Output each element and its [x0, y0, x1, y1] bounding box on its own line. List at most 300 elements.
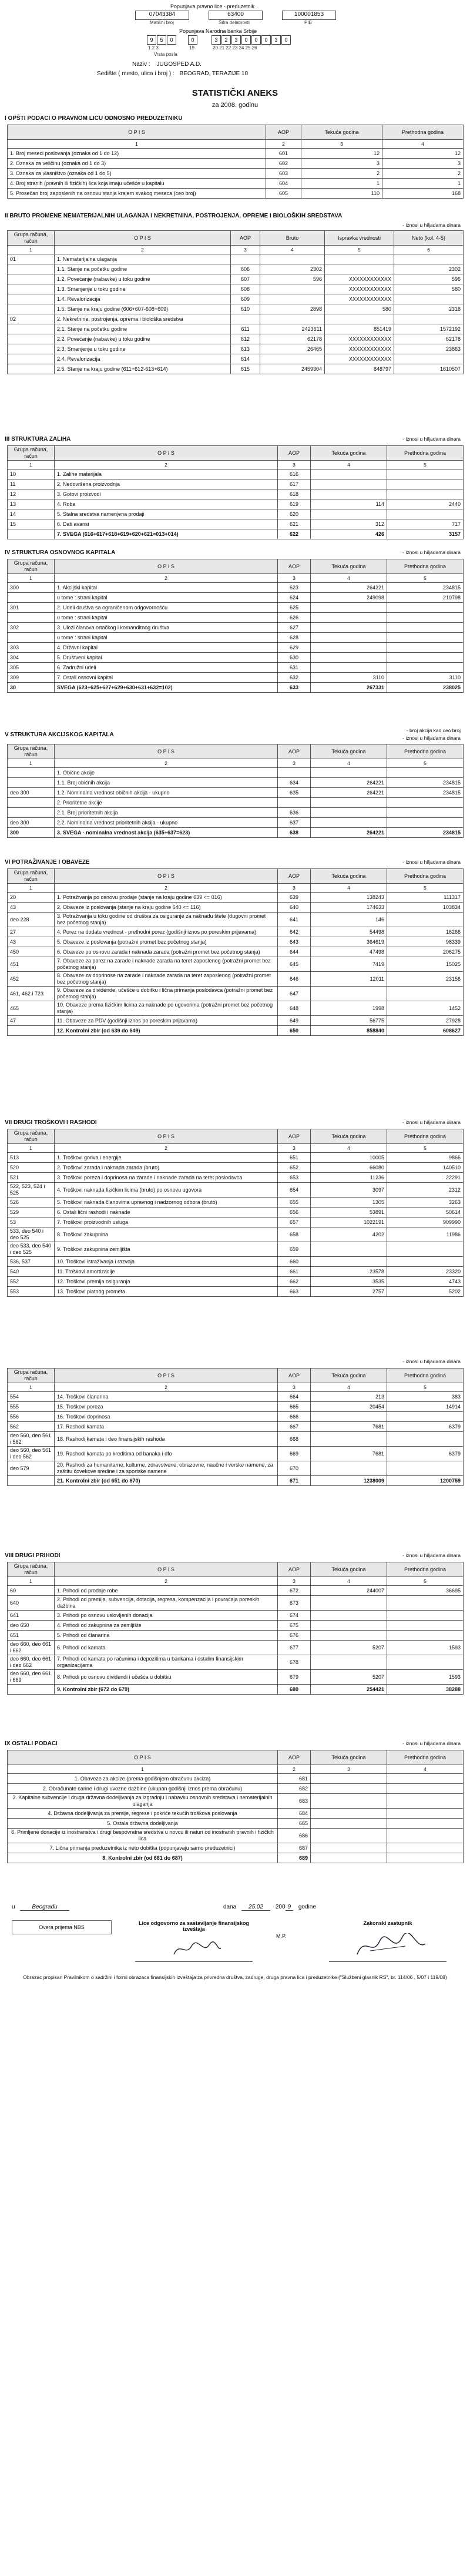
aop-cell: 604	[266, 179, 301, 189]
date-row	[223, 1904, 316, 1910]
table-row	[8, 1242, 464, 1257]
value-cell: XXXXXXXXXXXX	[325, 294, 394, 304]
description-cell: 533, deo 540 i deo 525	[8, 1227, 55, 1242]
description-cell: 536, 537	[8, 1257, 55, 1267]
description-cell: 1. Akcijski kapital	[55, 583, 278, 593]
description-cell: 5. Prosečan broj zaposlenih na osnovu stanja krajem svakog meseca (ceo broj)	[8, 189, 266, 199]
description-cell: 521	[8, 1173, 55, 1183]
description-cell: 2. Oznaka za veličinu (oznaka od 1 do 3)	[8, 159, 266, 169]
value-cell	[260, 284, 325, 294]
column-header: O P I S	[55, 1562, 278, 1577]
value-cell: 2318	[394, 304, 464, 314]
value-cell: 53891	[311, 1208, 387, 1217]
column-header: Grupa računa, račun	[8, 869, 55, 884]
description-cell: 8. Troškovi zakupnina	[55, 1227, 278, 1242]
value-cell: 858840	[311, 1026, 387, 1036]
description-cell: 450	[8, 947, 55, 957]
description-cell: 43	[8, 937, 55, 947]
column-number: 2	[55, 1577, 278, 1586]
description-cell	[8, 264, 55, 274]
column-number-row	[8, 759, 464, 768]
aop-cell: 647	[278, 987, 311, 1001]
description-cell: 300	[8, 828, 55, 838]
section-3-note: - iznosi u hiljadama dinara	[402, 436, 461, 442]
value-cell: 426	[311, 529, 387, 539]
value-cell	[311, 1784, 387, 1794]
admin-label: Popunjava pravno lice - preduzetnik	[170, 4, 255, 9]
section-7-table-b	[7, 1368, 464, 1486]
section-9-note: - iznosi u hiljadama dinara	[402, 1740, 461, 1746]
aop-cell: 2. Obračunate carine i drugi uvozne dažbine (ukupan godišnji iznos prema obračunu)	[8, 1784, 278, 1794]
aop-cell: 660	[278, 1257, 311, 1267]
aop-cell: 680	[278, 1685, 311, 1695]
description-cell: 4. Roba	[55, 499, 278, 509]
description-cell: 452	[8, 972, 55, 987]
section-2-note: - iznosi u hiljadama dinara	[402, 222, 461, 228]
value-cell	[387, 818, 464, 828]
description-cell: 16. Troškovi doprinosa	[55, 1412, 278, 1422]
column-header: Prethodna godina	[387, 869, 464, 884]
description-cell: 12. Kontrolni zbir (od 639 do 649)	[55, 1026, 278, 1036]
description-cell: 5. Stalna sredstva namenjena prodaji	[55, 509, 278, 519]
sifra-delatnosti-caption: Šifra delatnosti	[219, 20, 250, 25]
value-cell	[311, 633, 387, 643]
value-cell: 580	[325, 304, 394, 314]
nbs-receipt-box: Overa prijema NBS	[12, 1920, 112, 1934]
column-header: O P I S	[55, 1368, 278, 1383]
value-cell	[387, 1853, 464, 1863]
description-cell: 305	[8, 663, 55, 673]
table-row	[8, 1447, 464, 1461]
form-disclaimer: Obrazac propisan Pravilnikom o sadržini i formi obrazaca finansijskih izveštaja za privredna društva, zadruge, druga pravna lica i preduzetnike ("Službeni glasnik RS", br. 114/06 , 5/07 i 119/08)	[23, 1974, 447, 1980]
value-cell: 267331	[311, 683, 387, 693]
year-suffix: godine	[298, 1904, 316, 1910]
value-cell: 312	[311, 519, 387, 529]
column-header: AOP	[266, 125, 301, 140]
value-cell: 111317	[387, 893, 464, 903]
column-header: Tekuća godina	[311, 559, 387, 574]
table-row	[8, 304, 464, 314]
aop-cell: 607	[231, 274, 260, 284]
table-row	[8, 1016, 464, 1026]
value-cell	[311, 479, 387, 489]
description-cell: 9. Obaveze za dividende, učešće u dobitku i lična primanja poslodavca (potražni promet bez početnog stanja)	[55, 987, 278, 1001]
table-row	[8, 1774, 464, 1784]
value-cell	[311, 613, 387, 623]
table-row	[8, 1217, 464, 1227]
description-cell: 555	[8, 1402, 55, 1412]
aop-cell: 615	[231, 364, 260, 374]
value-cell: 2459304	[260, 364, 325, 374]
column-number: 5	[387, 1144, 464, 1153]
value-cell: 146	[311, 913, 387, 927]
description-cell: deo 660, deo 661 i 662	[8, 1641, 55, 1655]
value-cell: 1200759	[387, 1476, 464, 1486]
value-cell	[387, 1794, 464, 1809]
column-number: 5	[387, 1577, 464, 1586]
column-number-row	[8, 884, 464, 893]
value-cell: 36695	[387, 1586, 464, 1596]
description-cell: 2.4. Revalorizacija	[55, 354, 231, 364]
value-cell	[311, 1631, 387, 1641]
value-cell	[311, 1843, 387, 1853]
value-cell	[311, 808, 387, 818]
description-cell: 4. Troškovi naknada fizičkim licima (bruto) po osnovu ugovora	[55, 1183, 278, 1198]
section-4-table	[7, 559, 464, 693]
value-cell	[311, 1809, 387, 1819]
column-number: 4	[311, 1144, 387, 1153]
description-cell: 27	[8, 927, 55, 937]
date-label: dana	[223, 1904, 237, 1910]
value-cell: 3110	[387, 673, 464, 683]
aop-cell: 661	[278, 1267, 311, 1277]
aop-cell: 669	[278, 1447, 311, 1461]
description-cell: 520	[8, 1163, 55, 1173]
table-row	[8, 364, 464, 374]
aop-cell: 668	[278, 1432, 311, 1447]
description-cell: 2.1. Stanje na početku godine	[55, 324, 231, 334]
table-row	[8, 1412, 464, 1422]
description-cell: 7. Obaveze za porez na zarade i naknade zarada na teret zaposlenog (potražni promet bez početnog stanja)	[55, 957, 278, 972]
aop-cell: 638	[278, 828, 311, 838]
column-number: 1	[8, 574, 55, 583]
aop-cell: 643	[278, 937, 311, 947]
column-number: 3	[278, 461, 311, 469]
value-cell	[394, 254, 464, 264]
description-cell: 556	[8, 1412, 55, 1422]
value-cell	[311, 1621, 387, 1631]
value-cell	[387, 633, 464, 643]
column-number: 4	[311, 461, 387, 469]
aop-cell: 606	[231, 264, 260, 274]
description-cell: SVEGA (623+625+627+629+630+631+632=102)	[55, 683, 278, 693]
description-cell: 4. Državni kapital	[55, 643, 278, 653]
value-cell	[311, 643, 387, 653]
value-cell: 264221	[311, 788, 387, 798]
description-cell	[8, 274, 55, 284]
value-cell: 114	[311, 499, 387, 509]
maticni-broj-field: 07043384	[135, 11, 189, 20]
column-number: 2	[55, 759, 278, 768]
description-cell	[8, 334, 55, 344]
description-cell: 554	[8, 1392, 55, 1402]
sediste-label: Sedište ( mesto, ulica i broj ) :	[97, 71, 174, 77]
description-cell: 1. Troškovi goriva i energije	[55, 1153, 278, 1163]
column-number-row	[8, 1383, 464, 1392]
column-header: AOP	[278, 1750, 311, 1765]
table-row	[8, 903, 464, 913]
table-row	[8, 633, 464, 643]
value-cell: 26465	[260, 344, 325, 354]
value-cell	[387, 1461, 464, 1476]
value-cell: 11986	[387, 1227, 464, 1242]
aop-cell: 635	[278, 788, 311, 798]
table-header-row	[8, 1750, 464, 1765]
value-cell	[387, 913, 464, 927]
section-3-title: III STRUKTURA ZALIHA	[5, 436, 71, 442]
description-cell: 302	[8, 623, 55, 633]
value-cell: 9866	[387, 1153, 464, 1163]
aop-cell: 672	[278, 1586, 311, 1596]
aop-cell: 613	[231, 344, 260, 354]
description-cell: 3. Potraživanja u toku godine od društva za osiguranje za naknadu štete (dugovni promet bez početnog stanja)	[55, 913, 278, 927]
table-row	[8, 778, 464, 788]
responsible-person-label: Lice odgovorno za sastavljanje finansijskog izveštaja	[138, 1920, 250, 1932]
value-cell: 12011	[311, 972, 387, 987]
table-row	[8, 519, 464, 529]
value-cell: 4743	[387, 1277, 464, 1287]
description-cell: 1. Zalihe materijala	[55, 469, 278, 479]
column-header: O P I S	[55, 1129, 278, 1144]
description-cell: 2. Nedovršena proizvodnja	[55, 479, 278, 489]
column-header: Prethodna godina	[387, 1750, 464, 1765]
column-number-row	[8, 574, 464, 583]
description-cell: 18. Rashodi kamata i deo finansijskih rashoda	[55, 1432, 278, 1447]
value-cell: XXXXXXXXXXXX	[325, 334, 394, 344]
aop-cell: 662	[278, 1277, 311, 1287]
column-header: Grupa računa, račun	[8, 231, 55, 246]
value-cell: 22291	[387, 1173, 464, 1183]
description-cell: 01	[8, 254, 55, 264]
section-6-title: VI POTRAŽIVANJE I OBAVEZE	[5, 859, 90, 866]
section-3-table	[7, 445, 464, 539]
description-cell	[8, 344, 55, 354]
table-row	[8, 1001, 464, 1016]
description-cell: 2. Obaveze iz poslovanja (stanje na kraju godine 640 <= 116)	[55, 903, 278, 913]
value-cell	[387, 509, 464, 519]
description-cell: 14	[8, 509, 55, 519]
section-7-note: - iznosi u hiljadama dinara	[402, 1119, 461, 1125]
table-row	[8, 334, 464, 344]
description-cell	[8, 1026, 55, 1036]
description-cell: 11. Troškovi amortizacije	[55, 1267, 278, 1277]
description-cell: 562	[8, 1422, 55, 1432]
value-cell: 580	[394, 284, 464, 294]
value-cell: 16266	[387, 927, 464, 937]
column-number: 2	[55, 246, 231, 254]
description-cell: 1.2. Nominalna vrednost običnih akcija - ukupno	[55, 788, 278, 798]
aop-cell: 637	[278, 818, 311, 828]
table-row	[8, 1198, 464, 1208]
value-cell: 851419	[325, 324, 394, 334]
column-number-row	[8, 140, 464, 149]
legal-rep-signature	[352, 1933, 429, 1959]
digit: 2	[221, 35, 231, 45]
description-cell: 6. Prihodi od kamata	[55, 1641, 278, 1655]
value-cell: 12	[382, 149, 464, 159]
table-row	[8, 593, 464, 603]
aop-cell: 630	[278, 653, 311, 663]
aop-cell: 3. Kapitalne subvencije i druga državna dodeljivanja za izgradnju i nabavku osnovnih sredstava i nematerijalnih ulaganja	[8, 1794, 278, 1809]
value-cell	[387, 603, 464, 613]
description-cell: deo 300	[8, 788, 55, 798]
section-1-title: I OPŠTI PODACI O PRAVNOM LICU ODNOSNO PREDUZETNIKU	[5, 115, 183, 122]
value-cell: 1238009	[311, 1476, 387, 1486]
value-cell: 909990	[387, 1217, 464, 1227]
table-row	[8, 489, 464, 499]
aop-cell: 653	[278, 1173, 311, 1183]
table-row	[8, 344, 464, 354]
value-cell	[311, 489, 387, 499]
column-number: 2	[278, 1765, 311, 1774]
aop-cell: 4. Državna dodeljivanja za premije, regrese i pokriće tekućih troškova poslovanja	[8, 1809, 278, 1819]
table-row	[8, 1853, 464, 1863]
column-number: 3	[278, 1383, 311, 1392]
digit-19	[188, 35, 198, 45]
section-9-table	[7, 1750, 464, 1863]
value-cell	[387, 643, 464, 653]
description-cell: 15. Troškovi poreza	[55, 1402, 278, 1412]
value-cell: 56775	[311, 1016, 387, 1026]
column-number: 1	[8, 1144, 55, 1153]
value-cell: 1610507	[394, 364, 464, 374]
table-row	[8, 683, 464, 693]
description-cell: 13. Troškovi platnog prometa	[55, 1287, 278, 1297]
column-number-row	[8, 1765, 464, 1774]
value-cell	[387, 1242, 464, 1257]
description-cell: 30	[8, 683, 55, 693]
description-cell: 10	[8, 469, 55, 479]
value-cell: 50614	[387, 1208, 464, 1217]
value-cell: 1998	[311, 1001, 387, 1016]
description-cell: 5. Prihodi od članarina	[55, 1631, 278, 1641]
table-row	[8, 169, 464, 179]
table-row	[8, 583, 464, 593]
digits-caption-a: 1 2 3	[148, 45, 159, 51]
aop-cell: 679	[278, 1670, 311, 1685]
description-cell: 7. SVEGA (616+617+618+619+620+621=013+014)	[55, 529, 278, 539]
value-cell	[387, 1843, 464, 1853]
value-cell: 6379	[387, 1422, 464, 1432]
description-cell: 53	[8, 1217, 55, 1227]
description-cell: deo 660, deo 661 i 669	[8, 1670, 55, 1685]
column-number: 2	[55, 1383, 278, 1392]
aop-cell	[231, 314, 260, 324]
value-cell: 6379	[387, 1447, 464, 1461]
column-number-row	[8, 1577, 464, 1586]
description-cell: deo 560, deo 561 i deo 562	[8, 1447, 55, 1461]
value-cell: 689	[278, 1853, 311, 1863]
description-cell: 7. Troškovi proizvodnih usluga	[55, 1217, 278, 1227]
aop-cell: 622	[278, 529, 311, 539]
sediste-row	[97, 71, 248, 77]
digit: 0	[241, 35, 251, 45]
aop-cell: 626	[278, 613, 311, 623]
description-cell: deo 560, deo 561 i 562	[8, 1432, 55, 1447]
description-cell: deo 228	[8, 913, 55, 927]
table-row	[8, 1586, 464, 1596]
description-cell: 461, 462 i 723	[8, 987, 55, 1001]
table-row	[8, 294, 464, 304]
aop-cell: 673	[278, 1596, 311, 1611]
table-row	[8, 1173, 464, 1183]
table-row	[8, 1267, 464, 1277]
sediste-value: BEOGRAD, TERAZIJE 10	[179, 71, 249, 77]
column-number: 2	[55, 1144, 278, 1153]
value-cell: 1593	[387, 1670, 464, 1685]
table-row	[8, 613, 464, 623]
value-cell: 2302	[260, 264, 325, 274]
table-row	[8, 1208, 464, 1217]
column-header: O P I S	[55, 446, 278, 461]
description-cell	[8, 529, 55, 539]
section-4-title: IV STRUKTURA OSNOVNOG KAPITALA	[5, 549, 116, 556]
description-cell: 540	[8, 1267, 55, 1277]
bank-label: Popunjava Narodna banka Srbije	[179, 28, 257, 34]
column-number: 4	[260, 246, 325, 254]
description-cell: 3. Gotovi proizvodi	[55, 489, 278, 499]
aop-cell: 623	[278, 583, 311, 593]
value-cell	[394, 294, 464, 304]
description-cell: 3. Oznaka za vlasništvo (oznaka od 1 do 5)	[8, 169, 266, 179]
column-number: 1	[8, 1383, 55, 1392]
aop-cell: 625	[278, 603, 311, 613]
document-subtitle: za 2008. godinu	[212, 102, 258, 109]
value-cell	[311, 1257, 387, 1267]
description-cell: 2. Prioritetne akcije	[55, 798, 278, 808]
aop-cell: 656	[278, 1208, 311, 1217]
value-cell	[260, 294, 325, 304]
column-number: 6	[394, 246, 464, 254]
year-label: 200	[275, 1904, 286, 1910]
table-row	[8, 987, 464, 1001]
description-cell: 4. Porez na dodatu vrednost - prethodni porez (godišnji iznos po poreskim prijavama)	[55, 927, 278, 937]
table-row	[8, 768, 464, 778]
column-header: AOP	[278, 1368, 311, 1383]
aop-cell: 640	[278, 903, 311, 913]
aop-cell: 621	[278, 519, 311, 529]
description-cell: 6. Obaveze po osnovu zarada i naknada zarada (potražni promet bez početnog stanja)	[55, 947, 278, 957]
value-cell: 206275	[387, 947, 464, 957]
value-cell: 238025	[387, 683, 464, 693]
column-number: 4	[311, 1577, 387, 1586]
table-row	[8, 1843, 464, 1853]
value-cell: 234815	[387, 828, 464, 838]
table-header-row	[8, 559, 464, 574]
value-cell	[311, 1432, 387, 1447]
value-cell	[325, 254, 394, 264]
column-number-row	[8, 461, 464, 469]
table-row	[8, 1809, 464, 1819]
value-cell: 686	[278, 1829, 311, 1843]
value-cell: 23863	[394, 344, 464, 354]
value-cell	[311, 1819, 387, 1829]
description-cell: 7. Ostali osnovni kapital	[55, 673, 278, 683]
column-header: Prethodna godina	[387, 744, 464, 759]
column-header: AOP	[278, 446, 311, 461]
column-number: 5	[387, 759, 464, 768]
value-cell: 608627	[387, 1026, 464, 1036]
description-cell	[8, 778, 55, 788]
table-row	[8, 788, 464, 798]
description-cell: 1. Nematerijalna ulaganja	[55, 254, 231, 264]
section-5-note-2: - iznosi u hiljadama dinara	[402, 735, 461, 741]
table-row	[8, 1287, 464, 1297]
description-cell: 1. Prihodi od prodaje robe	[55, 1586, 278, 1596]
value-cell	[387, 1621, 464, 1631]
column-number: 1	[8, 884, 55, 893]
value-cell	[387, 1655, 464, 1670]
value-cell: 15025	[387, 957, 464, 972]
value-cell: 2	[382, 169, 464, 179]
value-cell: 103834	[387, 903, 464, 913]
value-cell: 848797	[325, 364, 394, 374]
table-row	[8, 1641, 464, 1655]
table-row	[8, 673, 464, 683]
table-row	[8, 653, 464, 663]
column-number: 3	[278, 574, 311, 583]
column-header: O P I S	[55, 744, 278, 759]
